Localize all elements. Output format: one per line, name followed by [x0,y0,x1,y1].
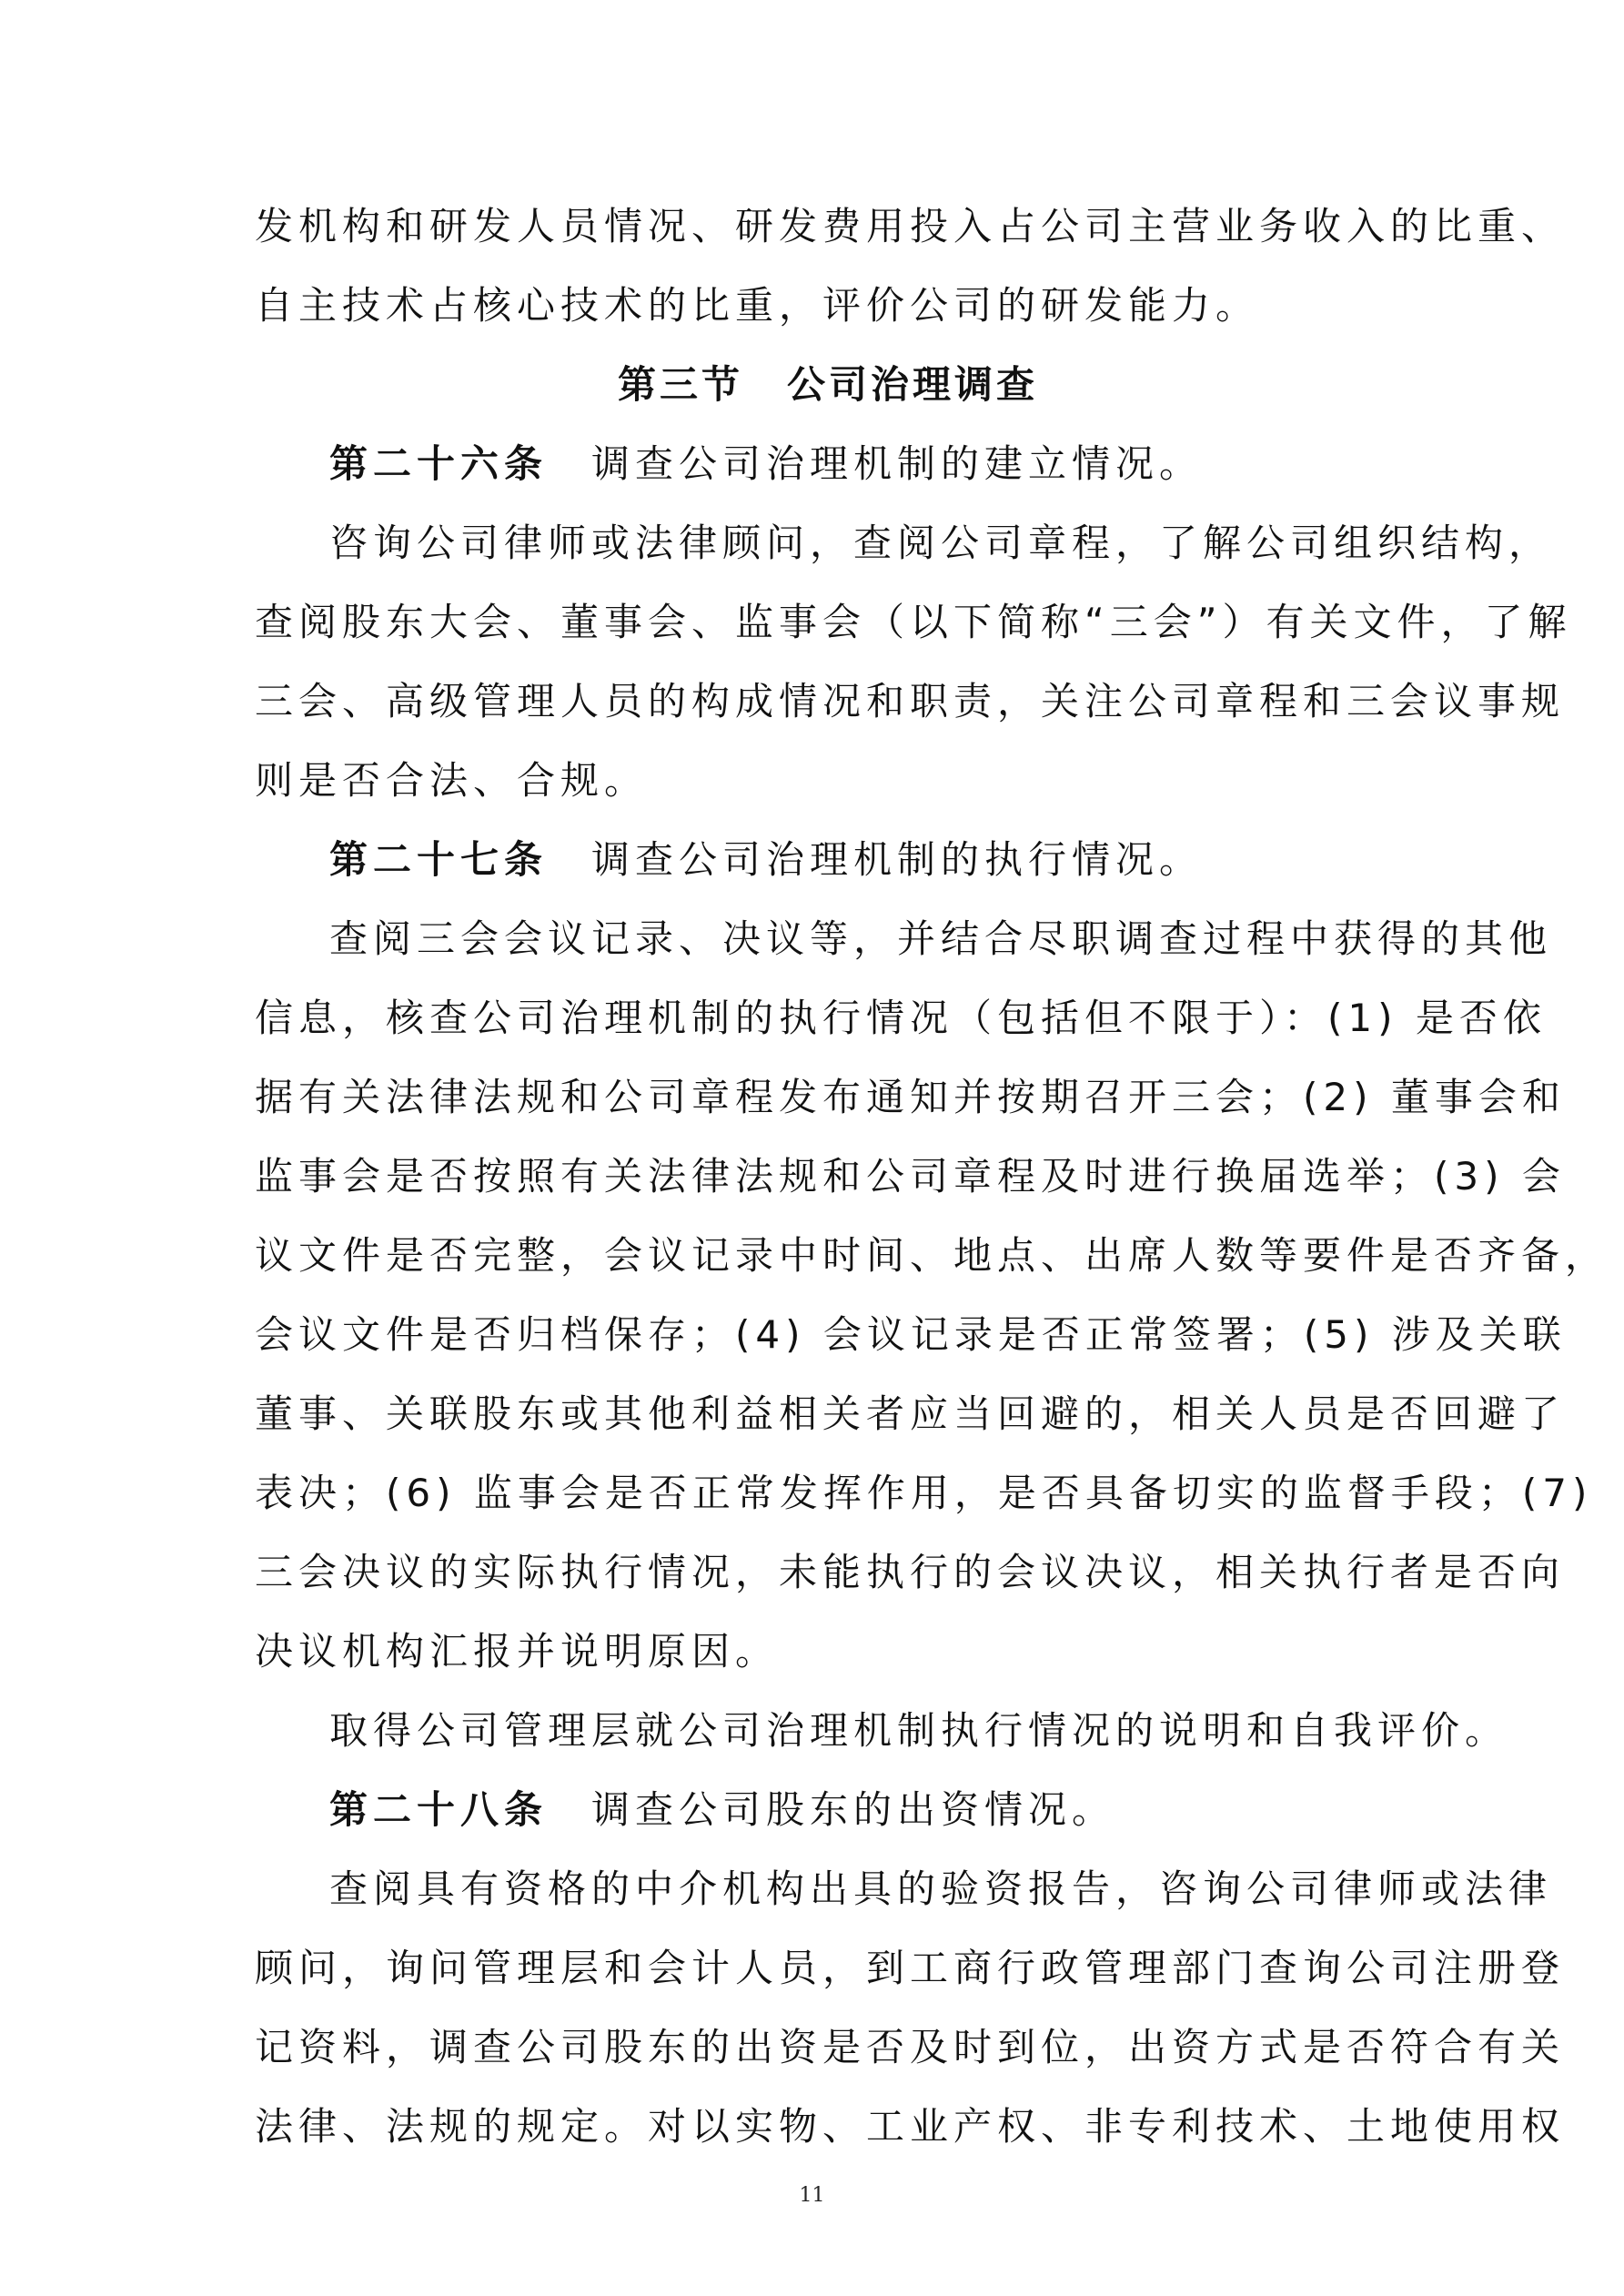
text-line: 议文件是否完整，会议记录中时间、地点、出席人数等要件是否齐备， [255,1233,1609,1278]
text-line: 发机构和研发人员情况、研发费用投入占公司主营业务收入的比重、 [255,204,1566,248]
text-line: 记资料，调查公司股东的出资是否及时到位，出资方式是否符合有关 [255,2025,1566,2069]
article-title: 调查公司股东的出资情况。 [591,1787,1116,1832]
text-line: 查阅三会会议记录、决议等，并结合尽职调查过程中获得的其他 [329,916,1553,961]
text-line: 监事会是否按照有关法律法规和公司章程及时进行换届选举；(3) 会 [255,1154,1566,1199]
article-label: 第二十八条 [329,1787,549,1832]
text-line: 咨询公司律师或法律顾问，查阅公司章程，了解公司组织结构， [329,521,1553,565]
text-line: 顾问，询问管理层和会计人员，到工商行政管理部门查询公司注册登 [255,1946,1566,1990]
text-line: 查阅股东大会、董事会、监事会（以下简称“三会”）有关文件，了解 [255,600,1572,644]
text-line: 取得公司管理层就公司治理机制执行情况的说明和自我评价。 [329,1708,1509,1753]
text-line: 据有关法律法规和公司章程发布通知并按期召开三会；(2) 董事会和 [255,1075,1566,1119]
text-line: 信息，核查公司治理机制的执行情况（包括但不限于）：(1) 是否依 [255,996,1547,1040]
text-line: 三会、高级管理人员的构成情况和职责，关注公司章程和三会议事规 [255,679,1566,723]
article-label: 第二十七条 [329,837,549,882]
text-line: 则是否合法、合规。 [255,758,649,803]
section-number: 第三节 [617,362,743,407]
text-line: 决议机构汇报并说明原因。 [255,1629,780,1674]
text-line: 董事、关联股东或其他利益相关者应当回避的，相关人员是否回避了 [255,1391,1566,1436]
page-number: 11 [799,2184,825,2207]
document-body [255,187,1609,2166]
text-line: 自主技术占核心技术的比重，评价公司的研发能力。 [255,283,1260,328]
text-line: 法律、法规的规定。对以实物、工业产权、非专利技术、土地使用权 [255,2104,1566,2149]
article-heading [255,1770,1401,1849]
article-title: 调查公司治理机制的建立情况。 [591,441,1204,486]
text-line: 会议文件是否归档保存；(4) 会议记录是否正常签署；(5) 涉及关联 [255,1312,1567,1357]
text-line: 三会决议的实际执行情况，未能执行的会议决议，相关执行者是否向 [255,1550,1566,1594]
section-name: 公司治理调查 [787,362,1039,407]
article-heading [255,820,1401,899]
text-line: 查阅具有资格的中介机构出具的验资报告，咨询公司律师或法律 [329,1866,1553,1911]
article-heading [255,424,1401,503]
article-label: 第二十六条 [329,441,549,486]
section-title [255,345,1401,424]
article-title: 调查公司治理机制的执行情况。 [591,837,1204,882]
text-line: 表决；(6) 监事会是否正常发挥作用，是否具备切实的监督手段；(7) [255,1471,1593,1515]
